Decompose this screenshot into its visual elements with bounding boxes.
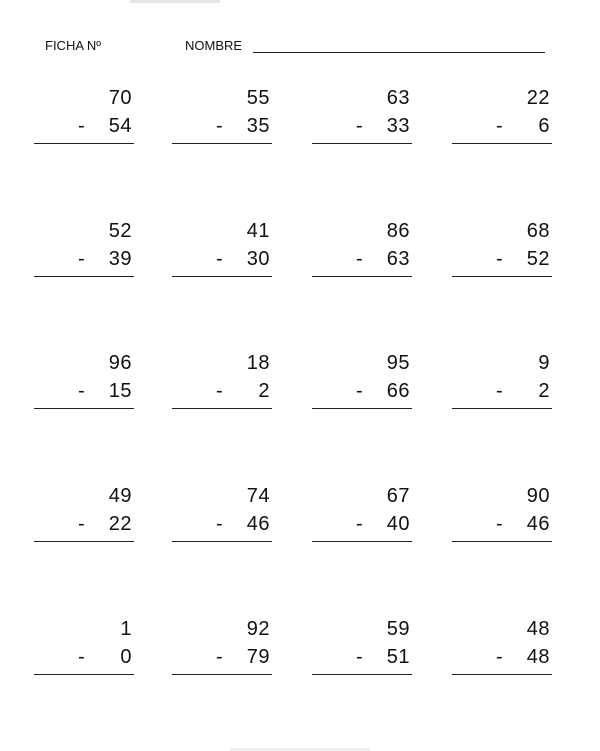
minus-sign: - bbox=[356, 646, 363, 668]
subtraction-problem bbox=[34, 617, 134, 687]
answer-line[interactable] bbox=[34, 276, 134, 277]
subtrahend: 2 bbox=[538, 380, 550, 402]
subtrahend: 22 bbox=[108, 513, 132, 535]
answer-line[interactable] bbox=[452, 541, 552, 542]
answer-line[interactable] bbox=[34, 674, 134, 675]
answer-line[interactable] bbox=[34, 143, 134, 144]
minuend: 55 bbox=[246, 87, 270, 109]
minus-sign: - bbox=[78, 646, 85, 668]
subtraction-problem bbox=[312, 86, 412, 156]
nombre-label: NOMBRE bbox=[185, 38, 243, 53]
minuend: 41 bbox=[246, 220, 270, 242]
minus-sign: - bbox=[78, 513, 85, 535]
answer-line[interactable] bbox=[312, 143, 412, 144]
answer-line[interactable] bbox=[452, 674, 552, 675]
subtraction-problem bbox=[172, 484, 272, 554]
subtrahend: 63 bbox=[386, 248, 410, 270]
answer-line[interactable] bbox=[312, 408, 412, 409]
answer-line[interactable] bbox=[452, 143, 552, 144]
subtrahend: 52 bbox=[526, 248, 550, 270]
minuend: 59 bbox=[386, 618, 410, 640]
minus-sign: - bbox=[78, 380, 85, 402]
answer-line[interactable] bbox=[172, 276, 272, 277]
minuend: 74 bbox=[246, 485, 270, 507]
subtrahend: 2 bbox=[258, 380, 270, 402]
minus-sign: - bbox=[356, 513, 363, 535]
minuend: 48 bbox=[526, 618, 550, 640]
subtraction-problem bbox=[312, 484, 412, 554]
subtrahend: 15 bbox=[108, 380, 132, 402]
subtrahend: 30 bbox=[246, 248, 270, 270]
answer-line[interactable] bbox=[172, 143, 272, 144]
minuend: 1 bbox=[120, 618, 132, 640]
subtraction-problem bbox=[34, 351, 134, 421]
subtraction-problem bbox=[34, 219, 134, 289]
minuend: 90 bbox=[526, 485, 550, 507]
answer-line[interactable] bbox=[34, 541, 134, 542]
minus-sign: - bbox=[496, 115, 503, 137]
minuend: 92 bbox=[246, 618, 270, 640]
minuend: 67 bbox=[386, 485, 410, 507]
answer-line[interactable] bbox=[34, 408, 134, 409]
minuend: 49 bbox=[108, 485, 132, 507]
subtrahend: 33 bbox=[386, 115, 410, 137]
subtraction-problem bbox=[34, 86, 134, 156]
subtraction-problem bbox=[452, 219, 552, 289]
minus-sign: - bbox=[216, 115, 223, 137]
subtrahend: 46 bbox=[526, 513, 550, 535]
answer-line[interactable] bbox=[312, 276, 412, 277]
minus-sign: - bbox=[496, 248, 503, 270]
minuend: 86 bbox=[386, 220, 410, 242]
subtrahend: 40 bbox=[386, 513, 410, 535]
subtraction-problem bbox=[172, 617, 272, 687]
subtraction-problem bbox=[172, 219, 272, 289]
minus-sign: - bbox=[356, 248, 363, 270]
subtraction-problem bbox=[312, 351, 412, 421]
subtraction-problem bbox=[312, 617, 412, 687]
answer-line[interactable] bbox=[312, 674, 412, 675]
minus-sign: - bbox=[78, 248, 85, 270]
answer-line[interactable] bbox=[172, 541, 272, 542]
subtrahend: 54 bbox=[108, 115, 132, 137]
minus-sign: - bbox=[496, 513, 503, 535]
subtraction-problem bbox=[172, 351, 272, 421]
subtraction-problem bbox=[172, 86, 272, 156]
subtrahend: 35 bbox=[246, 115, 270, 137]
subtrahend: 66 bbox=[386, 380, 410, 402]
minus-sign: - bbox=[356, 115, 363, 137]
minus-sign: - bbox=[78, 115, 85, 137]
minuend: 18 bbox=[246, 352, 270, 374]
answer-line[interactable] bbox=[452, 276, 552, 277]
answer-line[interactable] bbox=[172, 674, 272, 675]
subtraction-problem bbox=[452, 351, 552, 421]
subtrahend: 48 bbox=[526, 646, 550, 668]
minuend: 95 bbox=[386, 352, 410, 374]
minus-sign: - bbox=[356, 380, 363, 402]
minuend: 70 bbox=[108, 87, 132, 109]
minuend: 22 bbox=[526, 87, 550, 109]
minus-sign: - bbox=[216, 513, 223, 535]
subtraction-problem bbox=[452, 617, 552, 687]
answer-line[interactable] bbox=[312, 541, 412, 542]
minus-sign: - bbox=[496, 646, 503, 668]
subtraction-problem bbox=[34, 484, 134, 554]
minuend: 96 bbox=[108, 352, 132, 374]
subtrahend: 6 bbox=[538, 115, 550, 137]
minuend: 52 bbox=[108, 220, 132, 242]
subtrahend: 0 bbox=[120, 646, 132, 668]
minus-sign: - bbox=[496, 380, 503, 402]
minus-sign: - bbox=[216, 380, 223, 402]
subtrahend: 51 bbox=[386, 646, 410, 668]
answer-line[interactable] bbox=[172, 408, 272, 409]
subtrahend: 46 bbox=[246, 513, 270, 535]
ficha-label: FICHA Nº bbox=[45, 38, 102, 53]
minuend: 68 bbox=[526, 220, 550, 242]
subtraction-problem bbox=[452, 86, 552, 156]
subtrahend: 79 bbox=[246, 646, 270, 668]
answer-line[interactable] bbox=[452, 408, 552, 409]
minus-sign: - bbox=[216, 646, 223, 668]
subtraction-problem bbox=[452, 484, 552, 554]
minuend: 63 bbox=[386, 87, 410, 109]
minuend: 9 bbox=[538, 352, 550, 374]
subtraction-problem bbox=[312, 219, 412, 289]
subtrahend: 39 bbox=[108, 248, 132, 270]
minus-sign: - bbox=[216, 248, 223, 270]
